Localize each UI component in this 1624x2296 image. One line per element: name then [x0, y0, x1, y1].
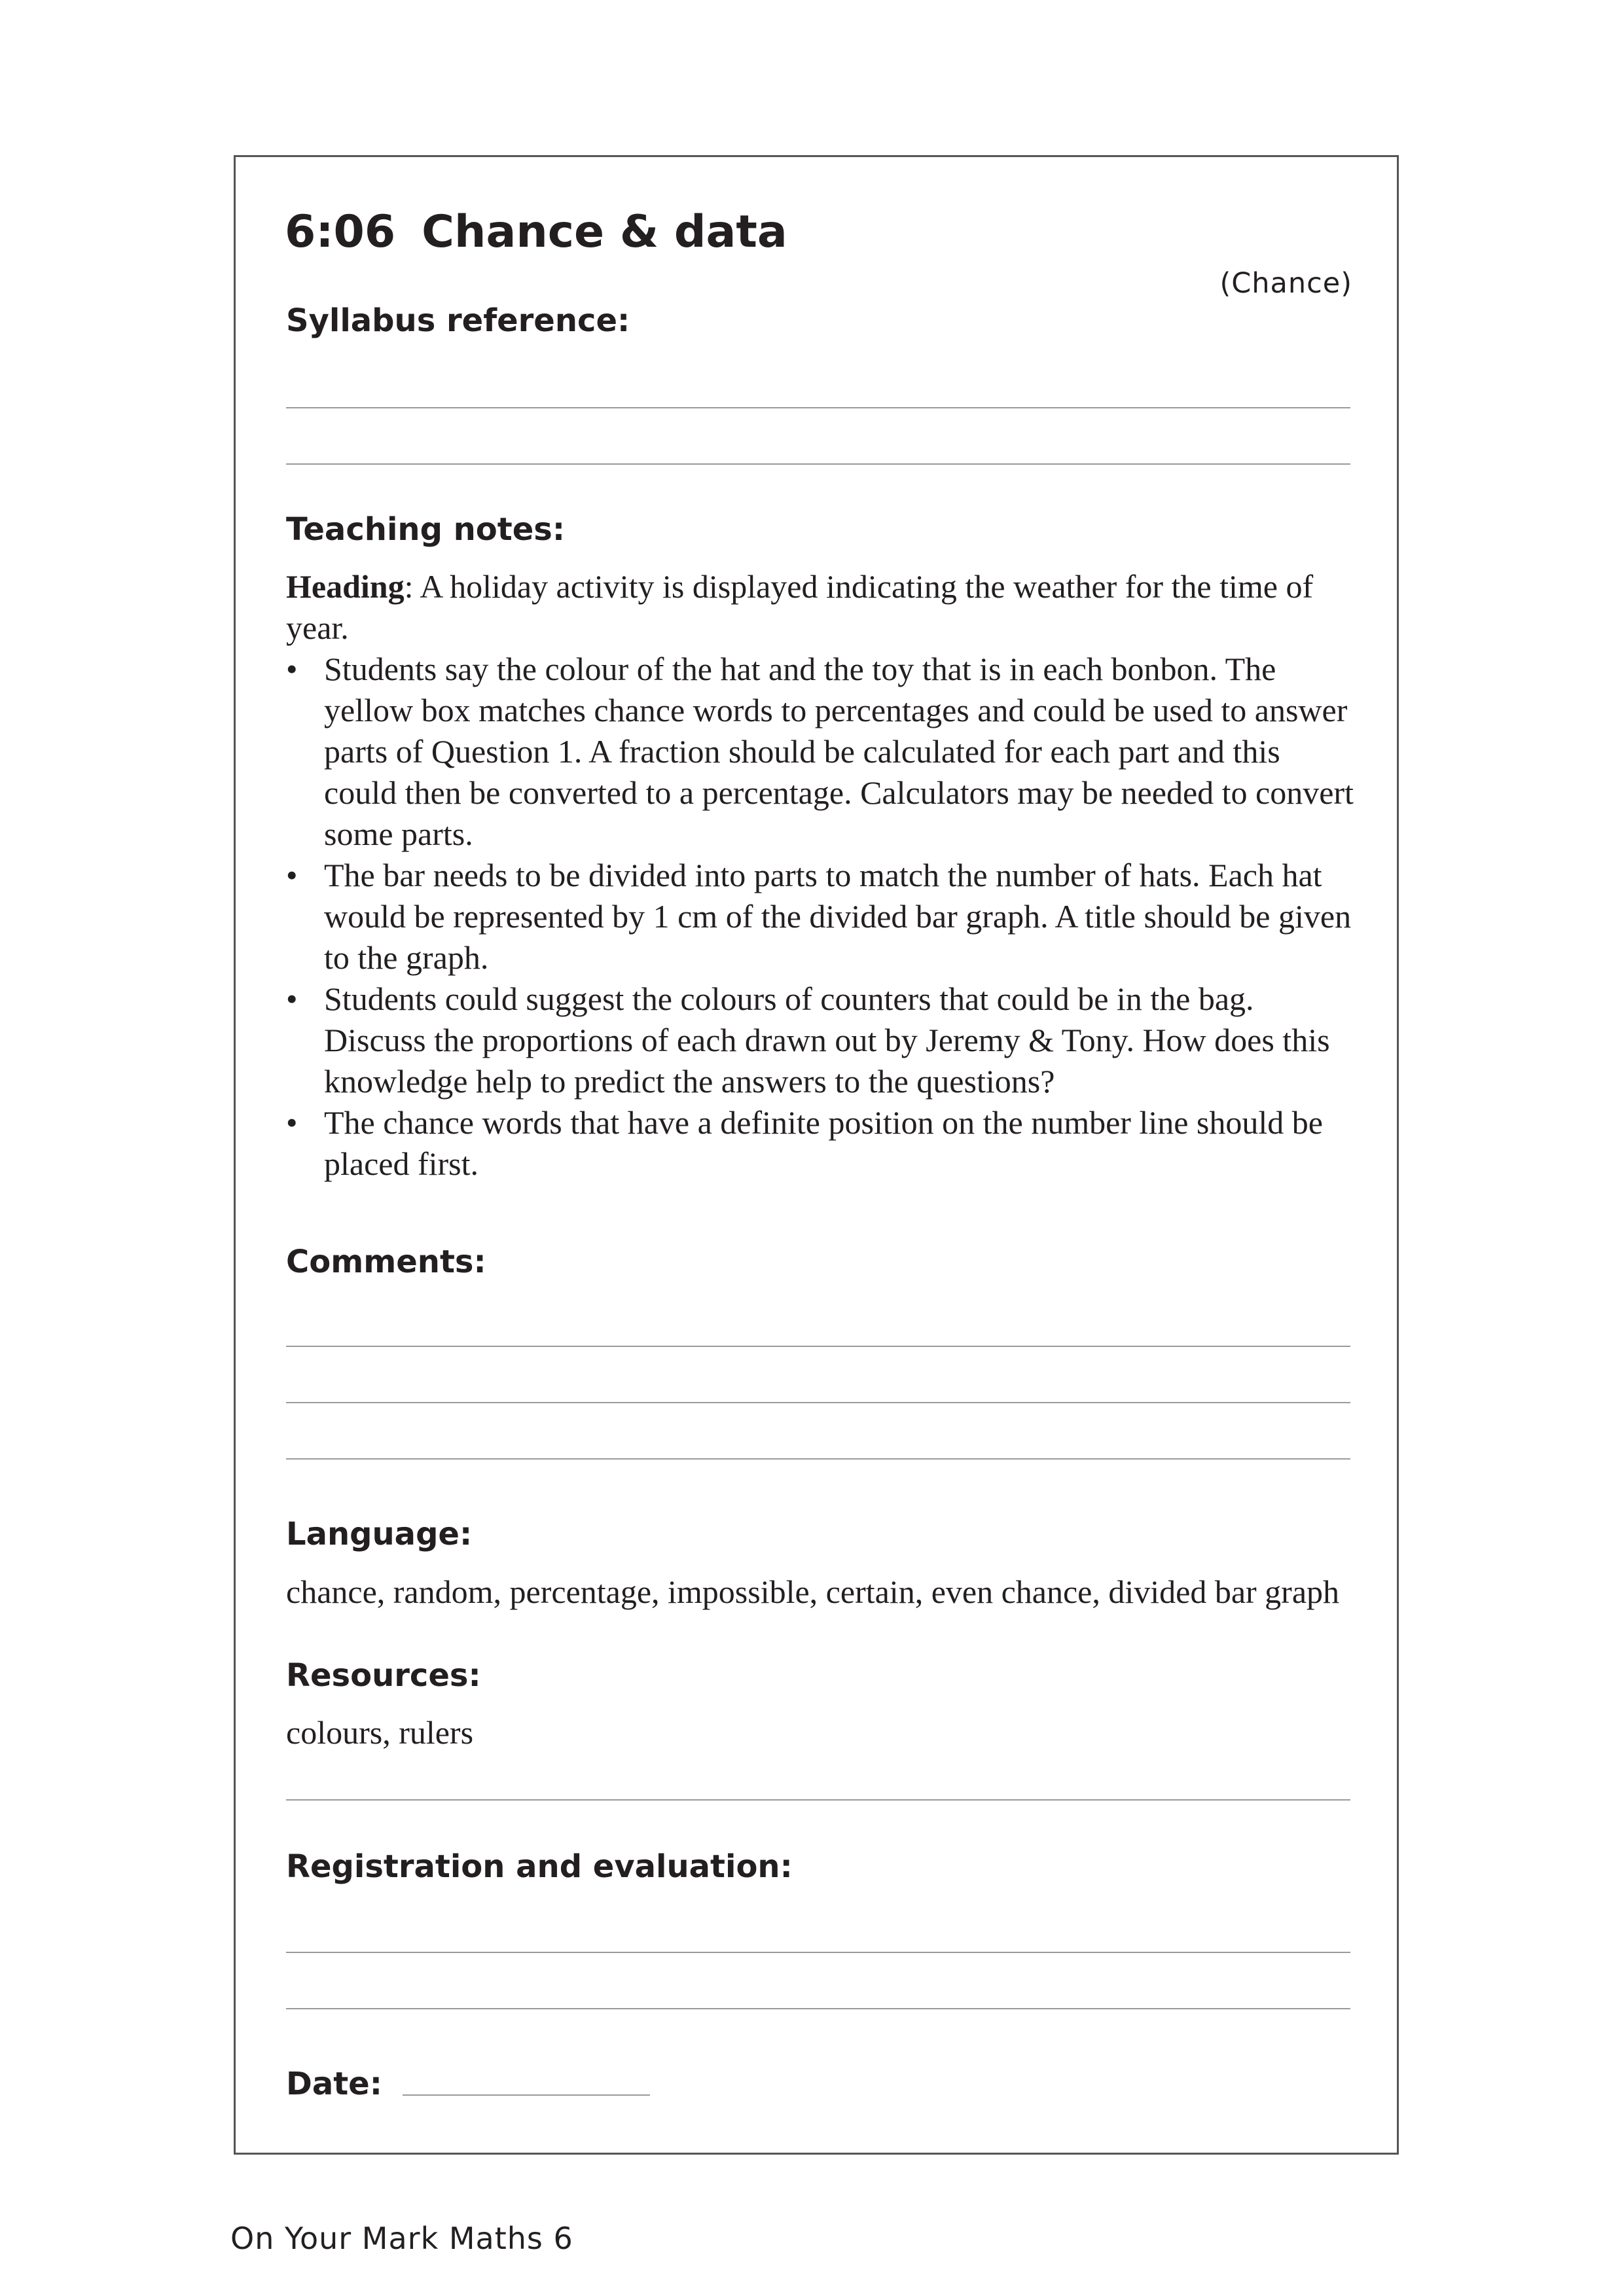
bullet-marker: •	[286, 857, 298, 893]
resources-line[interactable]	[286, 1799, 1350, 1801]
notes-intro-label: Heading	[286, 568, 405, 605]
page-title	[285, 208, 787, 257]
comments-line-2[interactable]	[286, 1402, 1350, 1403]
syllabus-line-2[interactable]	[286, 463, 1350, 465]
notes-bullet	[286, 649, 1360, 855]
topic-label: (Chance)	[1219, 267, 1352, 300]
notes-bullet-list	[286, 649, 1360, 1185]
resources-heading: Resources:	[286, 1657, 481, 1694]
bullet-marker: •	[286, 1104, 298, 1141]
date-field-line[interactable]	[403, 2094, 650, 2096]
bullet-marker: •	[286, 651, 298, 687]
comments-line-3[interactable]	[286, 1458, 1350, 1460]
date-label: Date:	[286, 2066, 382, 2102]
comments-line-1[interactable]	[286, 1346, 1350, 1347]
comments-heading: Comments:	[286, 1244, 486, 1280]
resources-text: colours, rulers	[286, 1714, 474, 1751]
lesson-title: Chance & data	[422, 206, 787, 258]
footer-book-title: On Your Mark Maths 6	[230, 2221, 573, 2256]
registration-line-1[interactable]	[286, 1952, 1350, 1953]
notes-intro-text: : A holiday activity is displayed indicating the weather for the time of year.	[286, 568, 1314, 646]
notes-intro	[286, 566, 1360, 649]
notes-bullet	[286, 978, 1360, 1102]
registration-line-2[interactable]	[286, 2008, 1350, 2009]
notes-bullet-text: The bar needs to be divided into parts to match the number of hats. Each hat would be represented by 1 cm of the divided bar graph. A title should be given to the graph.	[324, 857, 1352, 976]
bullet-marker: •	[286, 980, 298, 1017]
language-text: chance, random, percentage, impossible, certain, even chance, divided bar graph	[286, 1573, 1340, 1610]
registration-heading: Registration and evaluation:	[286, 1848, 793, 1885]
language-heading: Language:	[286, 1516, 473, 1552]
teaching-notes-heading: Teaching notes:	[286, 511, 566, 548]
notes-bullet	[286, 1102, 1360, 1185]
notes-bullet-text: The chance words that have a definite position on the number line should be placed first.	[324, 1104, 1323, 1182]
lesson-number: 6:06	[285, 206, 396, 258]
teaching-notes-body	[286, 566, 1360, 1185]
notes-bullet-text: Students could suggest the colours of counters that could be in the bag. Discuss the proportions of each drawn out by Jeremy & Tony. How does this knowledge help to predict the answers to the questions?	[324, 980, 1330, 1100]
syllabus-heading: Syllabus reference:	[286, 302, 630, 339]
notes-bullet-text: Students say the colour of the hat and the toy that is in each bonbon. The yellow box matches chance words to percentages and could be used to answer parts of Question 1. A fraction should be calculated for each part and this could then be converted to a percentage. Calculators may be needed to convert some parts.	[324, 651, 1354, 852]
notes-bullet	[286, 855, 1360, 978]
syllabus-line-1[interactable]	[286, 407, 1350, 408]
